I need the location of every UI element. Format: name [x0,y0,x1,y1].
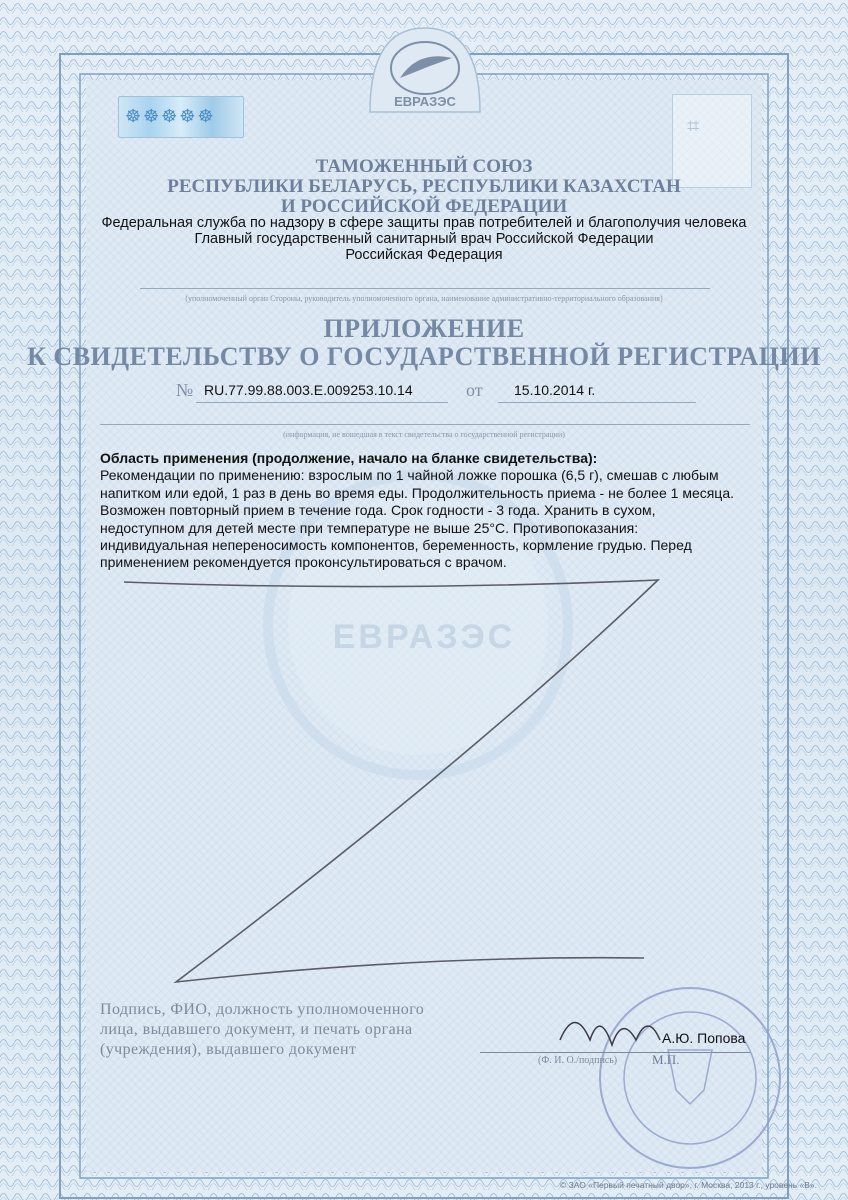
application-line: недоступном для детей месте при температуре не выше 25°С. Противопоказания: [100,519,639,536]
header-line2: РЕСПУБЛИКИ БЕЛАРУСЬ, РЕСПУБЛИКИ КАЗАХСТАН [167,176,681,197]
header-line3: И РОССИЙСКОЙ ФЕДЕРАЦИИ [280,196,568,217]
registration-number: RU.77.99.88.003.E.009253.10.14 [204,382,413,398]
signatory-name: А.Ю. Попова [662,1030,746,1046]
header-line1: ТАМОЖЕННЫЙ СОЮЗ [315,156,533,177]
signature-instruction-line: Подпись, ФИО, должность уполномоченного [100,1001,425,1018]
signature-instruction-line: (учреждения), выдавшего документ [100,1041,357,1058]
signature-line [480,1052,750,1053]
signature-instruction-line: лица, выдавшего документ, и печать органа [100,1021,413,1038]
application-heading: Область применения (продолжение, начало на бланке свидетельства): [100,450,598,466]
application-line: индивидуальная непереносимость компонентов, беременность, кормление грудью. Перед [100,537,692,554]
number-stamp: ⌗ [672,94,752,188]
watermark-text: ЕВРАЗЭС [332,618,516,656]
eurasec-logo-text: ЕВРАЗЭС [394,94,456,109]
authority-line2: Главный государственный санитарный врач Российской Федерации [194,231,654,247]
application-line: Возможен повторный прием в течение года. Срок годности - 3 года. Хранить в сухом, [100,502,656,519]
number-label: № [176,380,194,400]
registration-date: 15.10.2014 г. [514,382,596,398]
title-line2: К СВИДЕТЕЛЬСТВУ О ГОСУДАРСТВЕННОЙ РЕГИСТРАЦИИ [27,342,821,371]
printer-imprint: © ЗАО «Первый печатный двор», г. Москва, 2013 г., уровень «В». [560,1180,818,1190]
authority-line3: Российская Федерация [345,247,503,263]
application-line: применением рекомендуется проконсультироваться с врачом. [100,554,507,571]
fio-caption: (Ф. И. О./подпись) [538,1055,618,1066]
info-caption: (информация, не вошедшая в текст свидетельства о государственной регистрации) [283,430,565,439]
authority-caption: (уполномоченный орган Стороны, руководитель уполномоченного органа, наименование административно-территориального образования) [185,294,663,303]
title-line1: ПРИЛОЖЕНИЕ [323,314,525,343]
application-line: Рекомендации по применению: взрослым по 1 чайной ложке порошка (6,5 г), смешав с любым [100,467,719,484]
hologram-strip: ☸☸☸☸☸ [118,96,244,138]
seal-label: М.П. [652,1052,680,1067]
date-label: от [466,380,483,400]
authority-line1: Федеральная служба по надзору в сфере защиты прав потребителей и благополучия человека [101,215,747,231]
application-line: напитком или едой, 1 раз в день во время еды. Продолжительность приема - не более 1 месяца. [100,484,734,501]
